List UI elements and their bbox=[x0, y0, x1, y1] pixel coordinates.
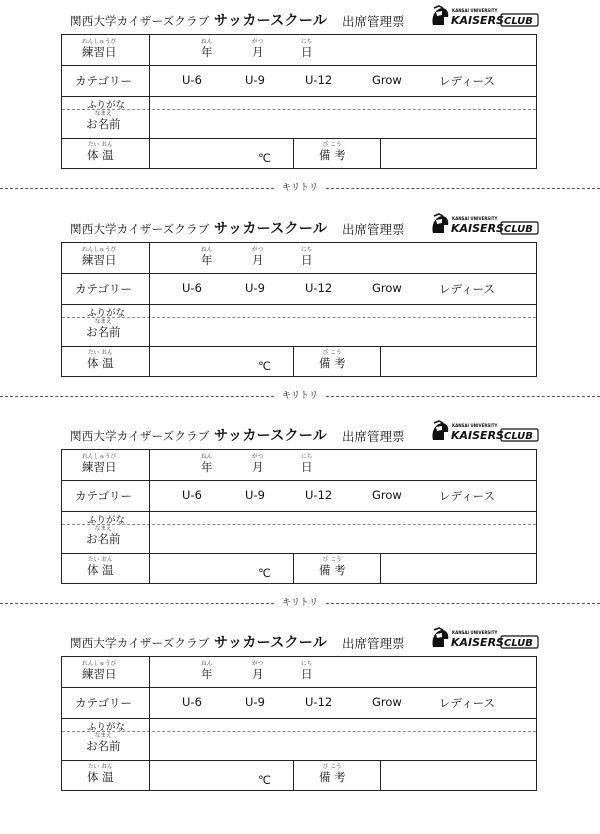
sheet-header bbox=[0, 626, 600, 656]
remarks-field[interactable] bbox=[382, 139, 536, 167]
sheet-header bbox=[0, 4, 600, 34]
name-label: なまえ お名前 bbox=[86, 319, 121, 339]
category-option-u12[interactable]: U-12 bbox=[305, 73, 333, 87]
school-title: サッカースクール bbox=[214, 428, 328, 444]
name-field[interactable] bbox=[151, 110, 536, 137]
category-option-grow[interactable]: Grow bbox=[372, 73, 402, 87]
sheet-subtitle: 出席管理票 bbox=[342, 222, 405, 237]
name-label: なまえ お名前 bbox=[86, 526, 121, 546]
name-field[interactable] bbox=[151, 318, 536, 345]
category-label: カテゴリー bbox=[75, 489, 133, 503]
remarks-label: び こう 備 考 bbox=[319, 764, 346, 784]
helmet-icon bbox=[432, 628, 448, 647]
name-label: なまえ お名前 bbox=[86, 111, 121, 131]
year-label: ねん 年 bbox=[201, 661, 213, 681]
practice-day-label: れんしゅうび 練習日 bbox=[82, 247, 117, 267]
category-label: カテゴリー bbox=[75, 696, 133, 710]
temperature-label: たい おん 体 温 bbox=[87, 764, 114, 784]
practice-day-label: れんしゅうび 練習日 bbox=[82, 454, 117, 474]
logo-top-text: KANSAI UNIVERSITY bbox=[452, 216, 498, 221]
furigana-label: ふりがな bbox=[87, 308, 126, 319]
logo-tail-text: CLUB bbox=[504, 431, 533, 442]
celsius-unit: ℃ bbox=[258, 151, 271, 165]
sheet-subtitle: 出席管理票 bbox=[342, 14, 405, 29]
kaisers-club-logo bbox=[430, 5, 540, 29]
remarks-field[interactable] bbox=[382, 554, 536, 582]
organization-name: 関西大学カイザーズクラブ bbox=[70, 14, 210, 28]
attendance-form bbox=[61, 449, 537, 584]
furigana-field[interactable] bbox=[151, 512, 536, 524]
category-option-grow[interactable]: Grow bbox=[372, 488, 402, 502]
sheet-subtitle: 出席管理票 bbox=[342, 429, 405, 444]
month-label: がつ 月 bbox=[252, 661, 264, 681]
sheet-header bbox=[0, 419, 600, 449]
sheet-header bbox=[0, 212, 600, 242]
category-option-u6[interactable]: U-6 bbox=[182, 488, 202, 502]
logo-tail-text: CLUB bbox=[504, 16, 533, 27]
logo-top-text: KANSAI UNIVERSITY bbox=[452, 8, 498, 13]
category-option-u12[interactable]: U-12 bbox=[305, 695, 333, 709]
temperature-label: たい おん 体 温 bbox=[87, 142, 114, 162]
remarks-label: び こう 備 考 bbox=[319, 142, 346, 162]
cut-label: キリトリ bbox=[274, 390, 326, 402]
furigana-label: ふりがな bbox=[87, 722, 126, 733]
practice-day-label: れんしゅうび 練習日 bbox=[82, 39, 117, 59]
cut-line bbox=[0, 597, 600, 609]
helmet-icon bbox=[432, 421, 448, 440]
category-option-u9[interactable]: U-9 bbox=[245, 73, 265, 87]
category-label: カテゴリー bbox=[75, 282, 133, 296]
year-label: ねん 年 bbox=[201, 247, 213, 267]
school-title: サッカースクール bbox=[214, 13, 328, 29]
category-option-ladies[interactable]: レディース bbox=[439, 489, 496, 503]
celsius-unit: ℃ bbox=[258, 359, 271, 373]
category-option-u12[interactable]: U-12 bbox=[305, 488, 333, 502]
cut-line bbox=[0, 182, 600, 194]
cut-line bbox=[0, 390, 600, 402]
year-label: ねん 年 bbox=[201, 454, 213, 474]
attendance-sheet bbox=[0, 212, 600, 420]
year-label: ねん 年 bbox=[201, 39, 213, 59]
furigana-label: ふりがな bbox=[87, 100, 126, 111]
category-option-u9[interactable]: U-9 bbox=[245, 281, 265, 295]
month-label: がつ 月 bbox=[252, 247, 264, 267]
day-label: にち 日 bbox=[301, 454, 313, 474]
practice-day-label: れんしゅうび 練習日 bbox=[82, 661, 117, 681]
helmet-icon bbox=[432, 6, 448, 25]
attendance-form bbox=[61, 242, 537, 377]
kaisers-club-logo bbox=[430, 420, 540, 444]
attendance-sheet bbox=[0, 4, 600, 212]
category-option-ladies[interactable]: レディース bbox=[439, 282, 496, 296]
attendance-form bbox=[61, 656, 537, 791]
logo-top-text: KANSAI UNIVERSITY bbox=[452, 630, 498, 635]
cut-label: キリトリ bbox=[274, 597, 326, 609]
attendance-sheet bbox=[0, 419, 600, 627]
category-option-grow[interactable]: Grow bbox=[372, 281, 402, 295]
celsius-unit: ℃ bbox=[258, 566, 271, 580]
category-label: カテゴリー bbox=[75, 74, 133, 88]
organization-name: 関西大学カイザーズクラブ bbox=[70, 636, 210, 650]
category-option-u6[interactable]: U-6 bbox=[182, 695, 202, 709]
day-label: にち 日 bbox=[301, 661, 313, 681]
logo-top-text: KANSAI UNIVERSITY bbox=[452, 423, 498, 428]
logo-main-text: KAISERS bbox=[451, 222, 504, 235]
logo-tail-text: CLUB bbox=[504, 224, 533, 235]
temperature-label: たい おん 体 温 bbox=[87, 557, 114, 577]
cut-label: キリトリ bbox=[274, 182, 326, 194]
school-title: サッカースクール bbox=[214, 635, 328, 651]
organization-name: 関西大学カイザーズクラブ bbox=[70, 222, 210, 236]
temperature-label: たい おん 体 温 bbox=[87, 350, 114, 370]
logo-tail-text: CLUB bbox=[504, 638, 533, 649]
name-field[interactable] bbox=[151, 732, 536, 759]
celsius-unit: ℃ bbox=[258, 773, 271, 787]
remarks-label: び こう 備 考 bbox=[319, 557, 346, 577]
category-option-u12[interactable]: U-12 bbox=[305, 281, 333, 295]
helmet-icon bbox=[432, 214, 448, 233]
sheet-subtitle: 出席管理票 bbox=[342, 636, 405, 651]
month-label: がつ 月 bbox=[252, 39, 264, 59]
remarks-label: び こう 備 考 bbox=[319, 350, 346, 370]
category-option-grow[interactable]: Grow bbox=[372, 695, 402, 709]
logo-main-text: KAISERS bbox=[451, 636, 504, 649]
category-option-ladies[interactable]: レディース bbox=[439, 696, 496, 710]
category-option-u9[interactable]: U-9 bbox=[245, 488, 265, 502]
furigana-label: ふりがな bbox=[87, 515, 126, 526]
category-option-u6[interactable]: U-6 bbox=[182, 281, 202, 295]
remarks-field[interactable] bbox=[382, 761, 536, 789]
category-option-u9[interactable]: U-9 bbox=[245, 695, 265, 709]
logo-main-text: KAISERS bbox=[451, 429, 504, 442]
kaisers-club-logo bbox=[430, 627, 540, 651]
name-field[interactable] bbox=[151, 525, 536, 552]
organization-name: 関西大学カイザーズクラブ bbox=[70, 429, 210, 443]
remarks-field[interactable] bbox=[382, 347, 536, 375]
attendance-form bbox=[61, 34, 537, 169]
day-label: にち 日 bbox=[301, 39, 313, 59]
kaisers-club-logo bbox=[430, 213, 540, 237]
month-label: がつ 月 bbox=[252, 454, 264, 474]
furigana-field[interactable] bbox=[151, 305, 536, 317]
attendance-sheet bbox=[0, 626, 600, 834]
logo-main-text: KAISERS bbox=[451, 14, 504, 27]
name-label: なまえ お名前 bbox=[86, 733, 121, 753]
school-title: サッカースクール bbox=[214, 221, 328, 237]
furigana-field[interactable] bbox=[151, 97, 536, 109]
furigana-field[interactable] bbox=[151, 719, 536, 731]
day-label: にち 日 bbox=[301, 247, 313, 267]
category-option-u6[interactable]: U-6 bbox=[182, 73, 202, 87]
category-option-ladies[interactable]: レディース bbox=[439, 74, 496, 88]
